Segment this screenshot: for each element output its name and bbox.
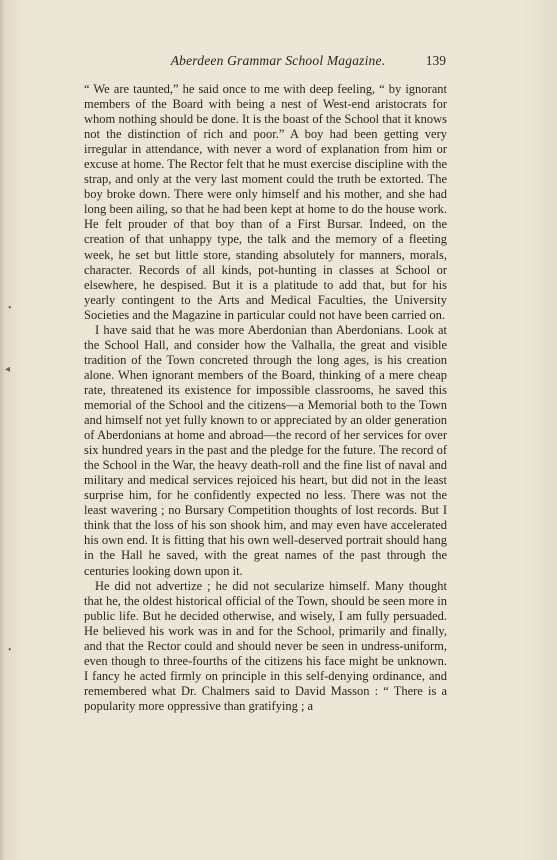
paragraph-3: He did not advertize ; he did not secularize himself. Many thought that he, the oldest historical official of the Town, should be seen more in public life. But he decided otherwise, and wisely, I am fully persuaded. He believed his work was in and for the School, primarily and finally, and that the Rector could and should never be seen in undress-uniform, even though to three-fourths of the citizens his face might be unknown. I fancy he acted firmly on principle in this self-denying ordinance, and remembered what Dr. Chalmers said to David Masson : “ There is a popularity more oppressive than gratifying ; a: [84, 578, 447, 713]
margin-speck: •: [8, 645, 12, 656]
article-body: [84, 82, 447, 714]
margin-speck: •: [8, 303, 12, 314]
paragraph-1: “ We are taunted,” he said once to me with deep feeling, “ by ignorant members of the Board with being a nest of West-end aristocrats for whom nothing should be done. It is the boast of the School that it knows not the distinction of rich and poor.” A boy had been getting very irregular in attendance, with never a word of explanation from him or excuse at home. The Rector felt that he must exercise discipline with the strap, and only at the very last moment could the truth be extorted. The boy broke down. There were only himself and his mother, and she had long been ailing, so that he had been kept at home to do the house work. He felt prouder of that boy than of a First Bursar. Indeed, on the creation of that unhappy type, the talk and the memory of a fleeting week, he set but little store, standing absolutely for manners, morals, character. Records of all kinds, pot-hunting in classes at School or elsewhere, he despised. But it is a platitude to add that, but for his yearly contingent to the Arts and Medical Faculties, the University Societies and the Magazine in particular could not have been carried on.: [84, 82, 447, 322]
page-header: [86, 53, 446, 73]
page-number: 139: [425, 53, 446, 68]
page-binding-edge: [0, 0, 5, 860]
running-title: Aberdeen Grammar School Magazine.: [170, 53, 386, 68]
margin-arrow-mark: ◂: [5, 364, 11, 375]
paragraph-2: I have said that he was more Aberdonian than Aberdonians. Look at the School Hall, and consider how the Valhalla, the great and visible tradition of the Town concreted through the long ages, is his creation alone. When ignorant members of the Board, thinking of a mere cheap rate, threatened its existence for impossible classrooms, he saved this memorial of the School and the citizens—a Memorial both to the Town and himself not yet fully known to or appreciated by an older generation of Aberdonians at home and abroad—the record of her services for over six hundred years in the past and the pledge for the future. The record of the School in the War, the heavy death-roll and the fine list of naval and military and medical services rejoiced his heart, but did not in the least surprise him, for he confidently expected no less. There was not the least wavering ; no Bursary Competition thoughts of lost records. But I think that the loss of his son shook him, and may even have accelerated his own end. It is fitting that his own well-deserved portrait should hang in the Hall he saved, with the great names of the past through the centuries looking down upon it.: [84, 322, 447, 578]
